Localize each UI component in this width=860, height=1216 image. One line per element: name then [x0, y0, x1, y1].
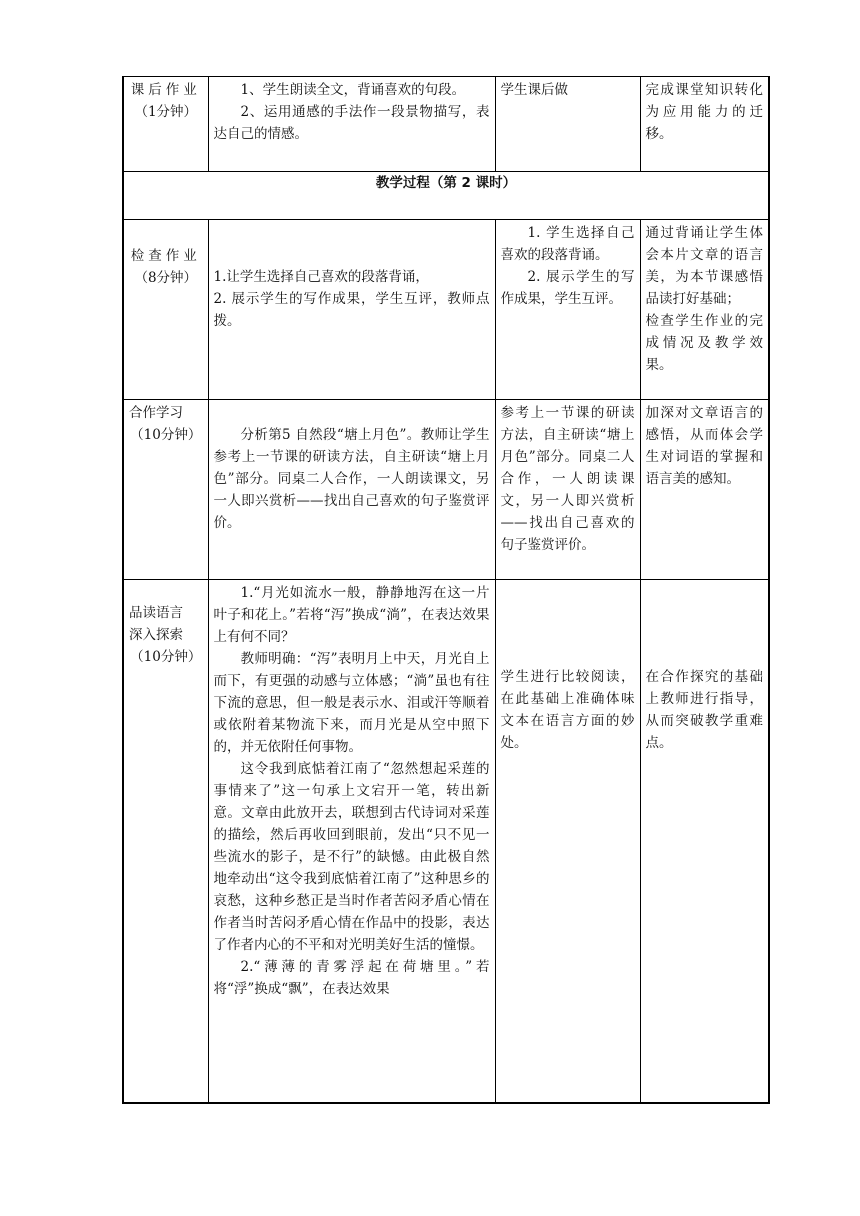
row-duration: （1分钟） — [134, 104, 198, 120]
section-heading-cell — [123, 172, 769, 220]
student-activity-text: 参考上一节课的研读方法，自主研读“塘上月色”部分。同桌二人合作，一人朗读课文，另一人即兴赏析——找出自己喜欢的句子鉴赏评价。 — [500, 405, 635, 553]
row-label-cell — [123, 77, 208, 172]
design-intent-cell — [640, 400, 769, 580]
table-row-check-homework — [123, 220, 769, 400]
teacher-activity-cell — [208, 580, 495, 1103]
design-intent-text: 完成课堂知识转化为应用能力的迁移。 — [645, 82, 763, 142]
teacher-activity-paragraph: 这令我到底惦着江南了“忽然想起采莲的事情来了”这一句承上文宕开一笔，转出新意。文章由此放开去，联想到古代诗词对采莲的描绘，然后再收回到眼前，发出“只不见一些流水的影子，是不行”的缺憾。由此极自然地牵动出“这令我到底惦着江南了”这种思乡的哀愁，这种乡愁正是当时作者苦闷矛盾心情在作者当时苦闷矛盾心情在作品中的投影，表达了作者内心的不平和对光明美好生活的憧憬。 — [213, 761, 490, 953]
teacher-activity-cell — [208, 400, 495, 580]
student-activity-cell — [495, 580, 640, 1103]
row-label: 深入探索 — [129, 627, 183, 643]
teacher-activity-paragraph: 2.“薄薄的青雾浮起在荷塘里。”若将“浮”换成“飘”，在表达效果 — [213, 959, 490, 997]
teacher-activity-text: 分析第5 自然段“塘上月色”。教师让学生参考上一节课的研读方法，自主研读“塘上月色”部分。同桌二人合作，一人朗读课文，另一人即兴赏析——找出自己喜欢的句子鉴赏评价。 — [213, 427, 490, 531]
row-label-cell — [123, 400, 208, 580]
student-activity-cell — [495, 400, 640, 580]
design-intent-cell — [640, 580, 769, 1103]
student-activity-line: 2. 展示学生的写作成果，学生互评。 — [500, 269, 635, 307]
row-label: 品读语言 — [129, 605, 183, 621]
table-row-reading — [123, 580, 769, 1103]
student-activity-text: 学生进行比较阅读，在此基础上准确体味文本在语言方面的妙处。 — [500, 669, 635, 751]
design-intent-line: 检查学生作业的完成情况及教学效果。 — [645, 313, 763, 373]
lesson-plan-table — [122, 76, 770, 1104]
teacher-activity-line: 1.让学生选择自己喜欢的段落背诵， — [213, 269, 429, 285]
teacher-activity-paragraph: 1.“月光如流水一般，静静地泻在这一片叶子和花上。”若将“泻”换成“淌”，在表达效果上有何不同？ — [213, 585, 490, 645]
teacher-activity-cell — [208, 220, 495, 400]
design-intent-line: 通过背诵让学生体会本片文章的语言美，为本节课感悟品读打好基础； — [645, 225, 763, 307]
section-heading: 教学过程（第 2 课时） — [375, 175, 517, 191]
design-intent-text: 加深对文章语言的感悟，从而体会学生对词语的掌握和语言美的感知。 — [645, 405, 763, 487]
row-label: 课后作业 — [130, 82, 201, 98]
student-activity-line: 1. 学生选择自己喜欢的段落背诵。 — [500, 225, 635, 263]
design-intent-cell — [640, 220, 769, 400]
teacher-activity-paragraph: 教师明确：“泻”表明月上中天，月光自上而下，有更强的动感与立体感；“淌”虽也有往下流的意思，但一般是表示水、泪或汗等顺着或依附着某物流下来，而月光是从空中照下的，并无依附任何事物。 — [213, 651, 490, 755]
student-activity-cell — [495, 77, 640, 172]
row-label: 合作学习 — [129, 405, 183, 421]
row-duration: （10分钟） — [130, 427, 202, 443]
row-duration: （10分钟） — [130, 649, 202, 665]
design-intent-text: 在合作探究的基础上教师进行指导，从而突破教学重难点。 — [645, 669, 763, 751]
design-intent-cell — [640, 77, 769, 172]
teacher-activity-line: 2. 展示学生的写作成果，学生互评，教师点拨。 — [213, 291, 490, 329]
row-label-cell — [123, 220, 208, 400]
teacher-activity-line: 2、运用通感的手法作一段景物描写，表达自己的情感。 — [213, 104, 490, 142]
row-duration: （8分钟） — [134, 270, 198, 286]
table-row-homework — [123, 77, 769, 172]
student-activity-cell — [495, 220, 640, 400]
table-row-section-heading — [123, 172, 769, 220]
row-label: 检查作业 — [130, 248, 201, 264]
teacher-activity-line: 1、学生朗读全文，背诵喜欢的句段。 — [240, 82, 466, 98]
table-row-cooperative — [123, 400, 769, 580]
teacher-activity-cell — [208, 77, 495, 172]
student-activity-text: 学生课后做 — [500, 82, 568, 98]
row-label-cell — [123, 580, 208, 1103]
